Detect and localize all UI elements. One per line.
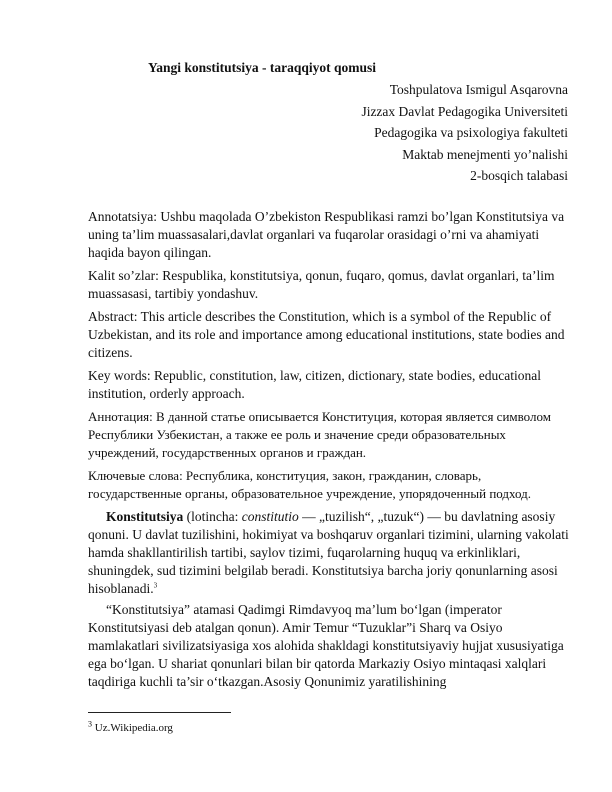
author-university: Jizzax Davlat Pedagogika Universiteti — [361, 103, 568, 119]
footnote-text: Uz.Wikipedia.org — [92, 722, 173, 734]
annotation-uz: Annotatsiya: Ushbu maqolada O’zbekiston Respublikasi ramzi bo’lgan Konstitutsiya va uning ta’lim muassasalari,davlat organlari va fuqarolar orasidagi o’rni va ahamiyati haqida bayon qilingan. — [88, 209, 565, 260]
annotation-ru: Аннотация: В данной статье описывается Конституция, которая является символом Республики Узбекистан, а также ее роль и значение среди образовательных учреждений, государственных органов и граждан. — [88, 409, 551, 460]
article-title: Yangi konstitutsiya - taraqqiyot qomusi — [148, 60, 377, 75]
keywords-en: Key words: Republic, constitution, law, citizen, dictionary, state bodies, educational institution, orderly approach. — [88, 368, 542, 401]
author-department: Maktab menejmenti yo’nalishi — [402, 146, 568, 162]
paragraph-history: “Konstitutsiya” atamasi Qadimgi Rimdavyoq ma’lum bo‘lgan (imperator Konstitutsiyasi deb atalgan qonun). Amir Temur “Tuzuklar”i Sharq va Osiyo mamlakatlari sivilizatsiyasiga xos alohida shakldagi konstitutsiyaviy hujjat xususiyatiga ega bo‘lgan. U shariat qonunlari bilan bir qatorda Markaziy Osiyo mintaqasi xalqlari taqdiriga kuchli ta’sir o‘tkazgan.Asosiy Qonunimiz yaratilishining — [88, 602, 564, 689]
paragraph-text: — „tuzilish“, „tuzuk“) — bu davlatning asosiy qonuni. U davlat tuzilishini, hokimiyat va boshqaruv organlari tizimini, ularning vakolati hamda shakllantirilish tartibi, saylov tizimi, fuqarolarning huquq va erkinliklari, shuningdek, sud tizimini belgilab beradi. Konstitutsiya barcha joriy qonunlarning asosi hisoblanadi. — [88, 509, 569, 596]
paragraph-text: (lotincha: — [183, 509, 242, 524]
author-level: 2-bosqich talabasi — [470, 168, 568, 183]
abstract-en: Abstract: This article describes the Constitution, which is a symbol of the Republic of Uzbekistan, and its role and importance among educational institutions, state bodies and citizens. — [88, 309, 565, 360]
keywords-uz: Kalit so’zlar: Respublika, konstitutsiya, qonun, fuqaro, qomus, davlat organlari, ta’lim muassasasi, tartibiy yondashuv. — [88, 268, 555, 301]
footnote-reference[interactable]: 3 — [153, 581, 158, 590]
latin-term: constitutio — [241, 509, 299, 524]
author-faculty: Pedagogika va psixologiya fakulteti — [374, 125, 568, 140]
article-body — [88, 208, 572, 694]
footnote — [88, 719, 173, 734]
keywords-ru: Ключевые слова: Республика, конституция, закон, гражданин, словарь, государственные органы, образовательное учреждение, упорядоченный подход. — [88, 468, 532, 501]
paragraph-constitution-definition — [88, 508, 572, 598]
footnote-number: 3 — [88, 719, 92, 729]
author-name: Toshpulatova Ismigul Asqarovna — [389, 82, 568, 97]
term-konstitutsiya: Konstitutsiya — [106, 509, 184, 524]
author-block — [361, 79, 568, 187]
footnote-divider — [88, 712, 231, 713]
